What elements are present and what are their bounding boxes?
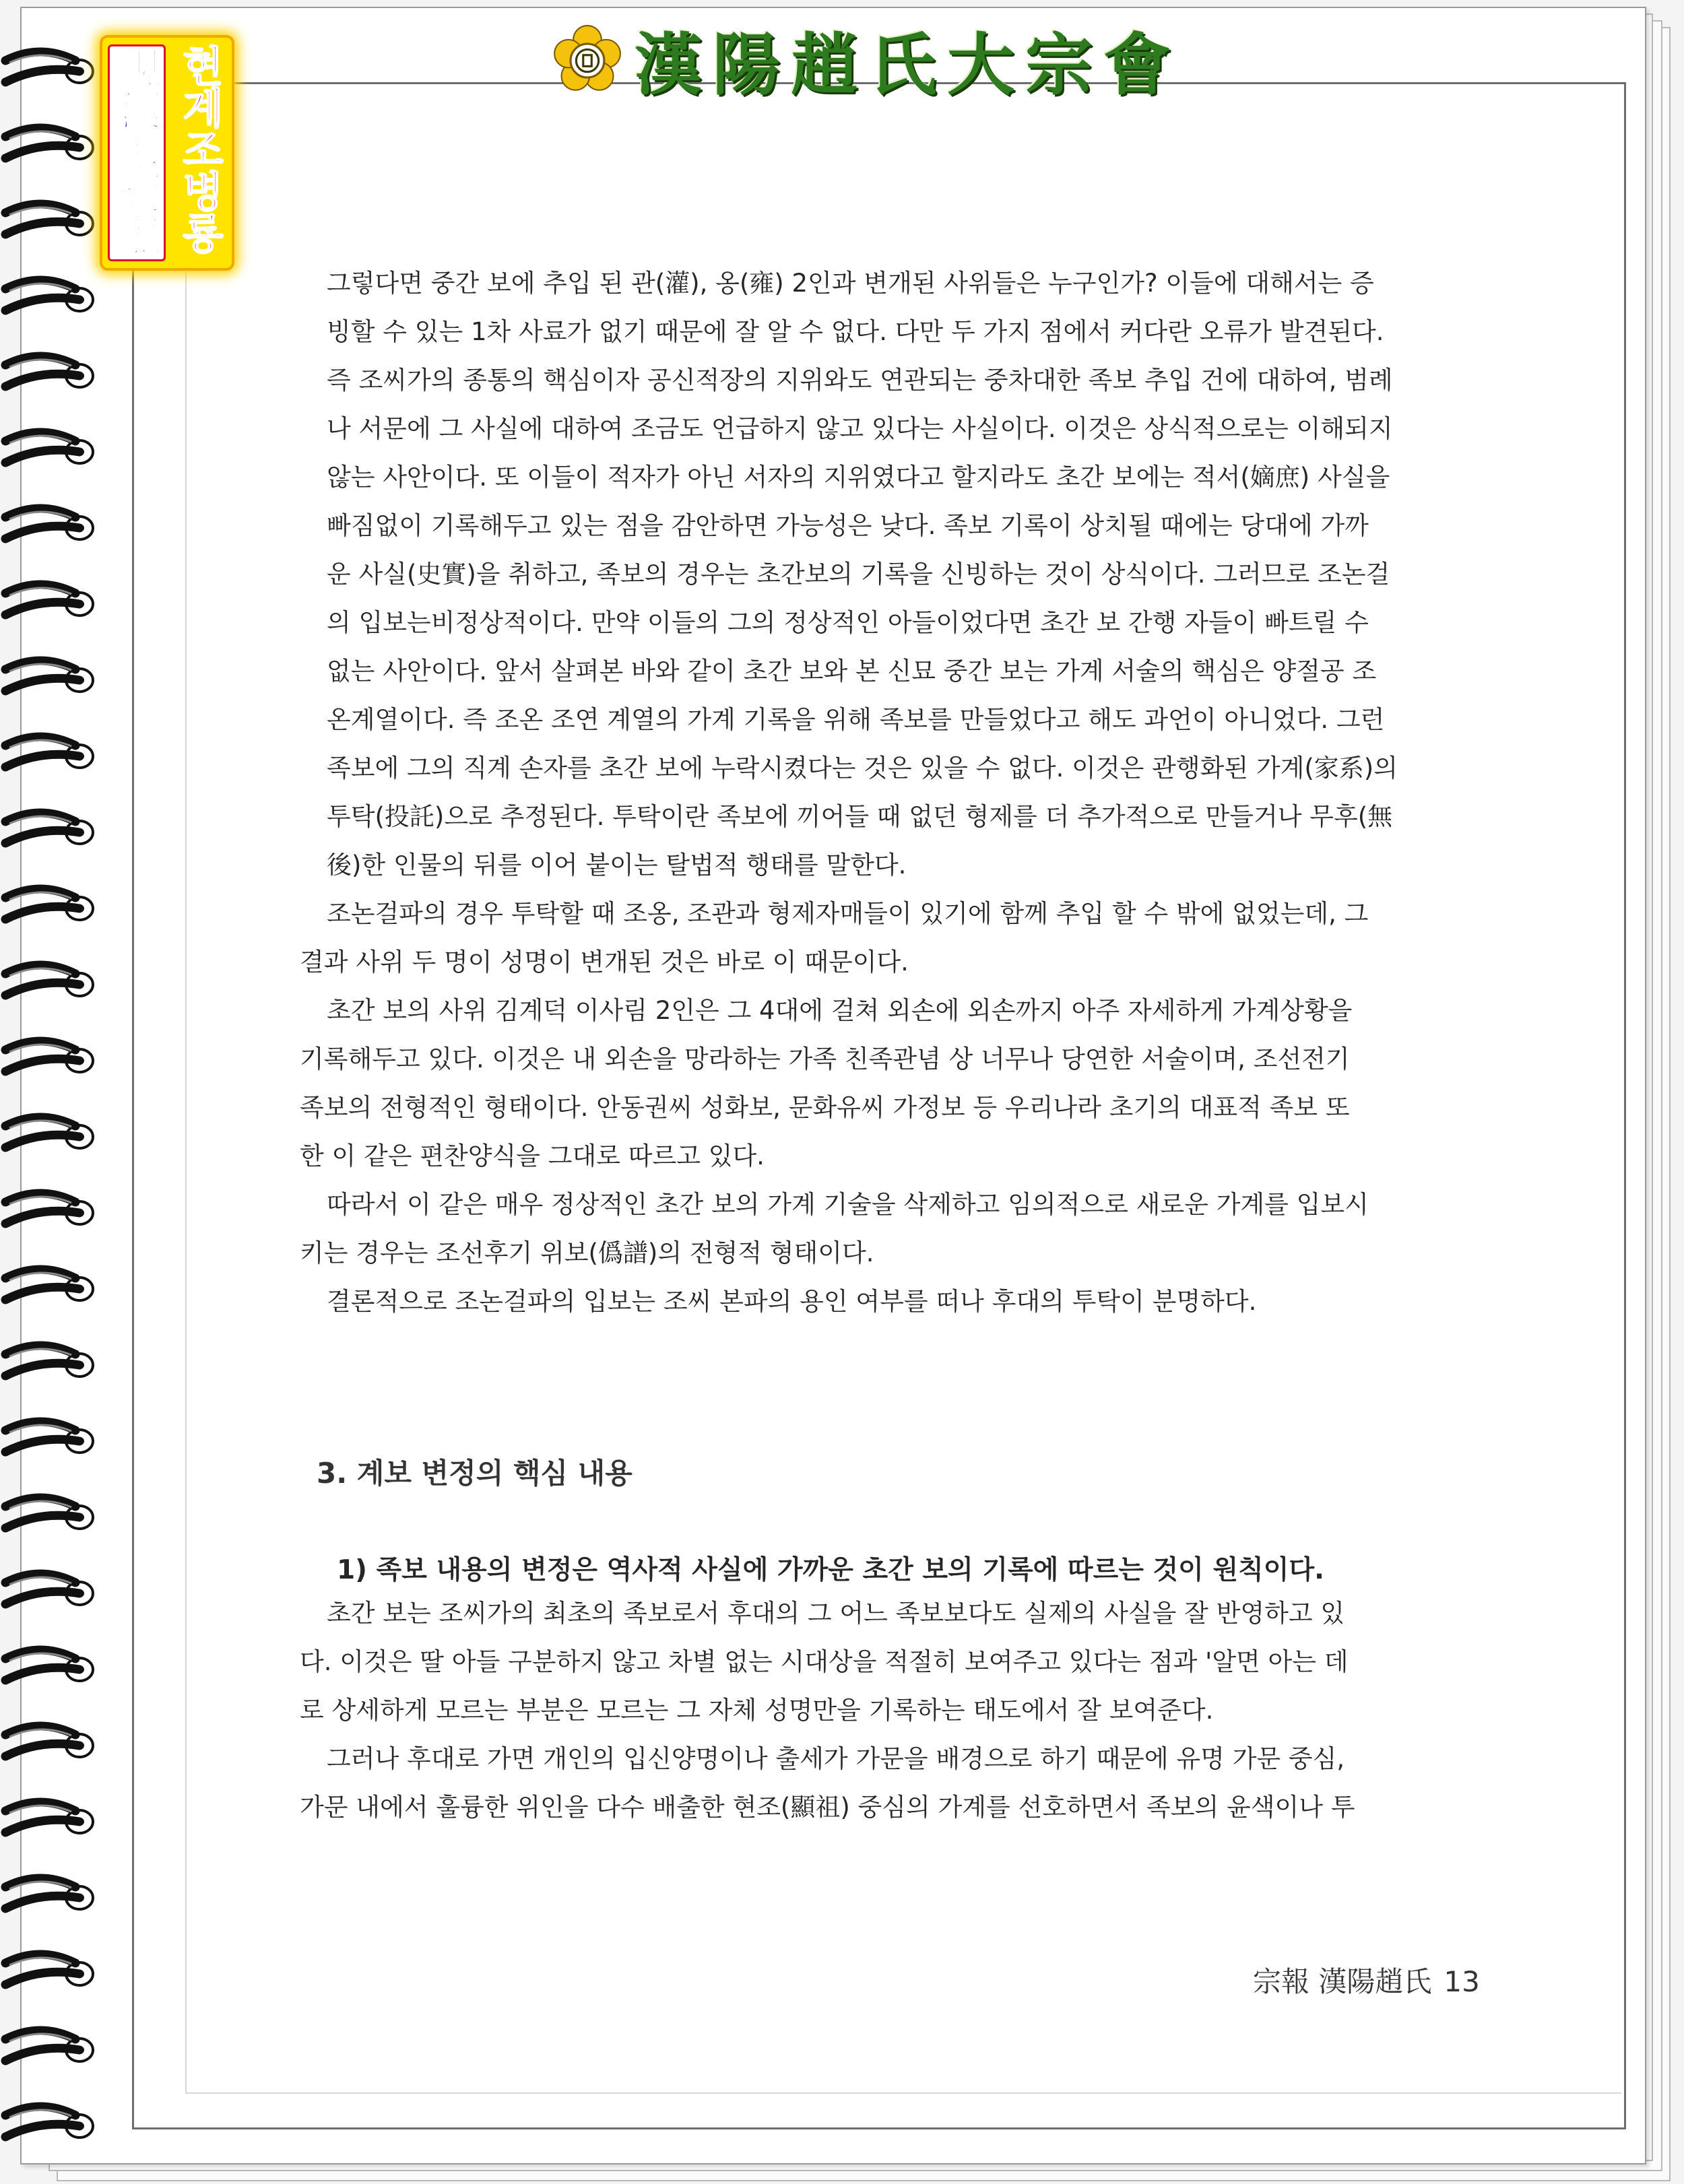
- text-line: 초간 보의 사위 김계덕 이사림 2인은 그 4대에 걸쳐 외손에 외손까지 아주 자세하게 가계상황을: [327, 996, 1353, 1025]
- paragraph: [300, 1181, 1452, 1278]
- text-line: 투탁(投託)으로 추정된다. 투탁이란 족보에 끼어들 때 없던 형제를 더 추가적으로 만들거나 무후(無: [327, 802, 1393, 831]
- text-line: 즉 조씨가의 종통의 핵심이자 공신적장의 지위와도 연관되는 중차대한 족보 추입 건에 대하여, 범례: [327, 366, 1393, 395]
- section-heading: 3. 계보 변정의 핵심 내용: [317, 1457, 633, 1490]
- text-line: 결론적으로 조논걸파의 입보는 조씨 본파의 용인 여부를 떠나 후대의 투탁이 분명하다.: [327, 1287, 1257, 1316]
- text-line: 그렇다면 중간 보에 추입 된 관(灌), 옹(雍) 2인과 변개된 사위들은 누구인가? 이들에 대해서는 증: [327, 269, 1374, 298]
- text-line: 빙할 수 있는 1차 사료가 없기 때문에 잘 알 수 없다. 다만 두 가지 점에서 커다란 오류가 발견된다.: [327, 317, 1384, 346]
- text-line: 로 상세하게 모르는 부분은 모르는 그 자체 성명만을 기록하는 태도에서 잘 보여준다.: [300, 1696, 1214, 1725]
- text-line: 한 이 같은 편찬양식을 그대로 따르고 있다.: [300, 1141, 765, 1170]
- spiral-ring-icon: [0, 725, 101, 783]
- spiral-ring-icon: [0, 1943, 101, 2001]
- spiral-ring-icon: [0, 345, 101, 403]
- text-line: 조논걸파의 경우 투탁할 때 조옹, 조관과 형제자매들이 있기에 함께 추입 할 수 밖에 없었는데, 그: [327, 899, 1369, 928]
- spiral-ring-icon: [0, 1639, 101, 1696]
- text-line: 족보의 전형적인 형태이다. 안동권씨 성화보, 문화유씨 가정보 등 우리나라 초기의 대표적 족보 또: [300, 1093, 1350, 1122]
- spiral-ring-icon: [0, 801, 101, 859]
- spiral-ring-icon: [0, 117, 101, 174]
- flower-emblem-icon: [552, 24, 622, 94]
- spiral-ring-icon: [0, 421, 101, 479]
- text-line: 결과 사위 두 명이 성명이 변개된 것은 바로 이 때문이다.: [300, 948, 909, 977]
- paragraph: [300, 890, 1452, 987]
- spiral-ring-icon: [0, 2095, 101, 2153]
- text-line: 없는 사안이다. 앞서 살펴본 바와 같이 초간 보와 본 신묘 중간 보는 가계 서술의 핵심은 양절공 조: [327, 657, 1377, 686]
- paragraph: [300, 1278, 1452, 1326]
- badge-hangul-name: 현계조병룡: [175, 44, 224, 253]
- body-text-continued: [300, 1589, 1452, 1832]
- author-badge: [100, 35, 234, 271]
- spiral-ring-icon: [0, 1182, 101, 1240]
- text-line: 그러나 후대로 가면 개인의 입신양명이나 출세가 가문을 배경으로 하기 때문에 유명 가문 중심,: [327, 1744, 1345, 1773]
- spiral-ring-icon: [0, 878, 101, 935]
- spiral-ring-icon: [0, 1715, 101, 1773]
- masthead: [552, 19, 1181, 104]
- spiral-ring-icon: [0, 573, 101, 631]
- spiral-ring-icon: [0, 193, 101, 251]
- spiral-ring-icon: [0, 269, 101, 327]
- text-line: 운 사실(史實)을 취하고, 족보의 경우는 초간보의 기록을 신빙하는 것이 상식이다. 그러므로 조논걸: [327, 560, 1390, 589]
- text-line: 키는 경우는 조선후기 위보(僞譜)의 전형적 형태이다.: [300, 1238, 874, 1267]
- body-text: [300, 259, 1452, 1326]
- text-line: 나 서문에 그 사실에 대하여 조금도 언급하지 않고 있다는 사실이다. 이것은 상식적으로는 이해되지: [327, 414, 1393, 443]
- text-line: 다. 이것은 딸 아들 구분하지 않고 차별 없는 시대상을 적절히 보여주고 있다는 점과 '알면 아는 데: [300, 1647, 1349, 1676]
- spiral-ring-icon: [0, 1410, 101, 1468]
- spiral-ring-icon: [0, 1106, 101, 1164]
- spiral-ring-icon: [0, 649, 101, 707]
- text-line: 않는 사안이다. 또 이들이 적자가 아닌 서자의 지위였다고 할지라도 초간 보에는 적서(嫡庶) 사실을: [327, 463, 1390, 492]
- text-line: 기록해두고 있다. 이것은 내 외손을 망라하는 가족 친족관념 상 너무나 당연한 서술이며, 조선전기: [300, 1045, 1350, 1073]
- spiral-ring-icon: [0, 40, 101, 98]
- spiral-binding: [0, 40, 101, 2182]
- page-title: 漢陽趙氏大宗會: [635, 25, 1181, 104]
- spiral-ring-icon: [0, 1791, 101, 1849]
- spiral-ring-icon: [0, 1486, 101, 1544]
- page-footer: [1253, 1960, 1480, 2000]
- spiral-ring-icon: [0, 1030, 101, 1088]
- spiral-ring-icon: [0, 2019, 101, 2077]
- text-line: 가문 내에서 훌륭한 위인을 다수 배출한 현조(顯祖) 중심의 가계를 선호하면서 족보의 윤색이나 투: [300, 1793, 1355, 1822]
- spiral-ring-icon: [0, 954, 101, 1012]
- spiral-ring-icon: [0, 1334, 101, 1392]
- page-number: 13: [1444, 1965, 1480, 1998]
- paragraph: [300, 259, 1452, 890]
- spiral-ring-icon: [0, 497, 101, 555]
- spiral-ring-icon: [0, 1867, 101, 1925]
- text-line: 後)한 인물의 뒤를 이어 붙이는 탈법적 행태를 말한다.: [327, 851, 907, 880]
- text-line: 따라서 이 같은 매우 정상적인 초간 보의 가계 기술을 삭제하고 임의적으로 새로운 가계를 입보시: [327, 1190, 1369, 1219]
- paragraph: [300, 1589, 1452, 1735]
- text-line: 초간 보는 조씨가의 최초의 족보로서 후대의 그 어느 족보보다도 실제의 사실을 잘 반영하고 있: [327, 1599, 1345, 1628]
- text-line: 온계열이다. 즉 조온 조연 계열의 가계 기록을 위해 족보를 만들었다고 해도 과언이 아니었다. 그런: [327, 705, 1385, 734]
- publication-name: 宗報 漢陽趙氏: [1253, 1965, 1432, 1998]
- text-line: 족보에 그의 직계 손자를 초간 보에 누락시켰다는 것은 있을 수 없다. 이것은 관행화된 가계(家系)의: [327, 754, 1398, 783]
- badge-hanja-name: 晛漢趙炳龍: [108, 44, 166, 261]
- paragraph: [300, 1735, 1452, 1832]
- spiral-ring-icon: [0, 1562, 101, 1620]
- paragraph: [300, 987, 1452, 1181]
- spiral-ring-icon: [0, 1258, 101, 1316]
- text-line: 빠짐없이 기록해두고 있는 점을 감안하면 가능성은 낮다. 족보 기록이 상치될 때에는 당대에 가까: [327, 511, 1369, 540]
- text-line: 의 입보는비정상적이다. 만약 이들의 그의 정상적인 아들이었다면 초간 보 간행 자들이 빠트릴 수: [327, 608, 1369, 637]
- sub-heading: 1) 족보 내용의 변정은 역사적 사실에 가까운 초간 보의 기록에 따르는 것이 원칙이다.: [337, 1555, 1324, 1585]
